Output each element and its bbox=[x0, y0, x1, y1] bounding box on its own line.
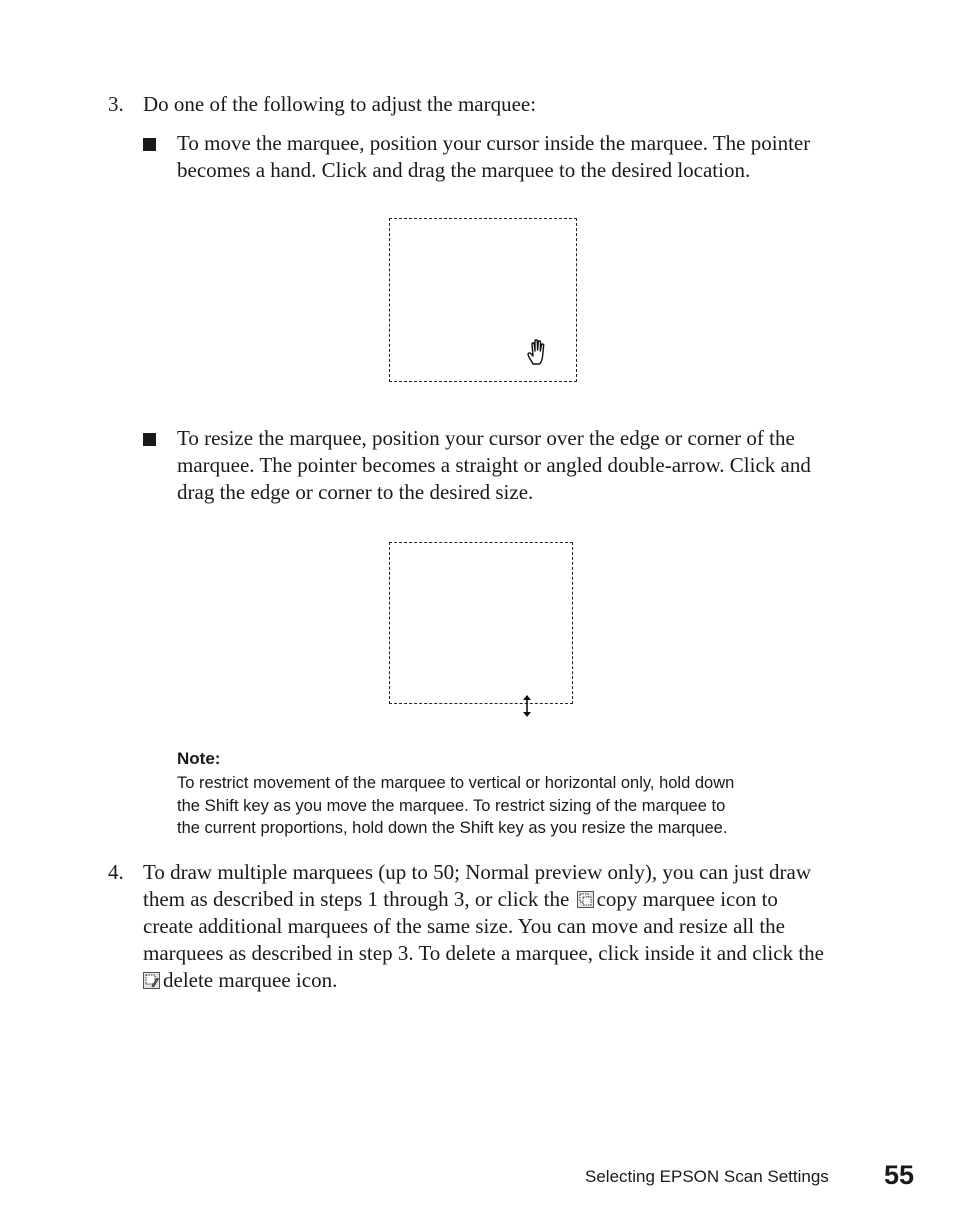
bullet-square bbox=[143, 433, 156, 446]
bullet-move-line-2: becomes a hand. Click and drag the marquee to the desired location. bbox=[177, 158, 751, 182]
step-3-text: Do one of the following to adjust the marquee: bbox=[143, 92, 537, 116]
step-4-line-1: To draw multiple marquees (up to 50; Normal preview only), you can just draw bbox=[143, 860, 812, 884]
note-line-1: To restrict movement of the marquee to vertical or horizontal only, hold down bbox=[177, 774, 735, 792]
bullet-move-text bbox=[177, 130, 867, 184]
step-3-number: 3. bbox=[108, 92, 124, 116]
step-4-line-5: delete marquee icon. bbox=[143, 967, 863, 994]
note-line-2: the Shift key as you move the marquee. To restrict sizing of the marquee to bbox=[177, 795, 726, 815]
bullet-resize-line-3: drag the edge or corner to the desired size. bbox=[177, 480, 534, 504]
step-4-line-4: marquees as described in step 3. To delete a marquee, click inside it and click the bbox=[143, 941, 824, 965]
note-body bbox=[177, 772, 867, 840]
bullet-resize-line-2: marquee. The pointer becomes a straight or angled double-arrow. Click and bbox=[177, 453, 811, 477]
hand-cursor-icon bbox=[524, 337, 552, 367]
marquee-move-illustration bbox=[389, 218, 577, 382]
bullet-move-line-1: To move the marquee, position your cursor inside the marquee. The pointer bbox=[177, 131, 811, 155]
step-4-line-2: them as described in steps 1 through 3, or click the copy marquee icon to bbox=[143, 887, 778, 911]
note-line-3: the current proportions, hold down the Shift key as you resize the marquee. bbox=[177, 818, 728, 837]
vertical-double-arrow-icon bbox=[519, 693, 535, 719]
delete-marquee-icon bbox=[143, 972, 160, 989]
note-label: Note: bbox=[177, 749, 221, 768]
page-number: 55 bbox=[884, 1160, 915, 1190]
step-4-number: 4. bbox=[108, 860, 124, 884]
shift-key-name: Shift bbox=[459, 818, 494, 837]
copy-marquee-icon bbox=[577, 891, 594, 908]
bullet-resize-text bbox=[177, 425, 867, 506]
step-4-line-3: create additional marquees of the same size. You can move and resize all the bbox=[143, 914, 786, 938]
bullet-square bbox=[143, 138, 156, 151]
marquee-resize-illustration bbox=[389, 542, 573, 704]
step-4-text bbox=[143, 859, 863, 994]
footer-section-title: Selecting EPSON Scan Settings bbox=[585, 1167, 829, 1186]
bullet-resize-line-1: To resize the marquee, position your cursor over the edge or corner of the bbox=[177, 426, 795, 450]
shift-key-name: Shift bbox=[204, 795, 239, 815]
